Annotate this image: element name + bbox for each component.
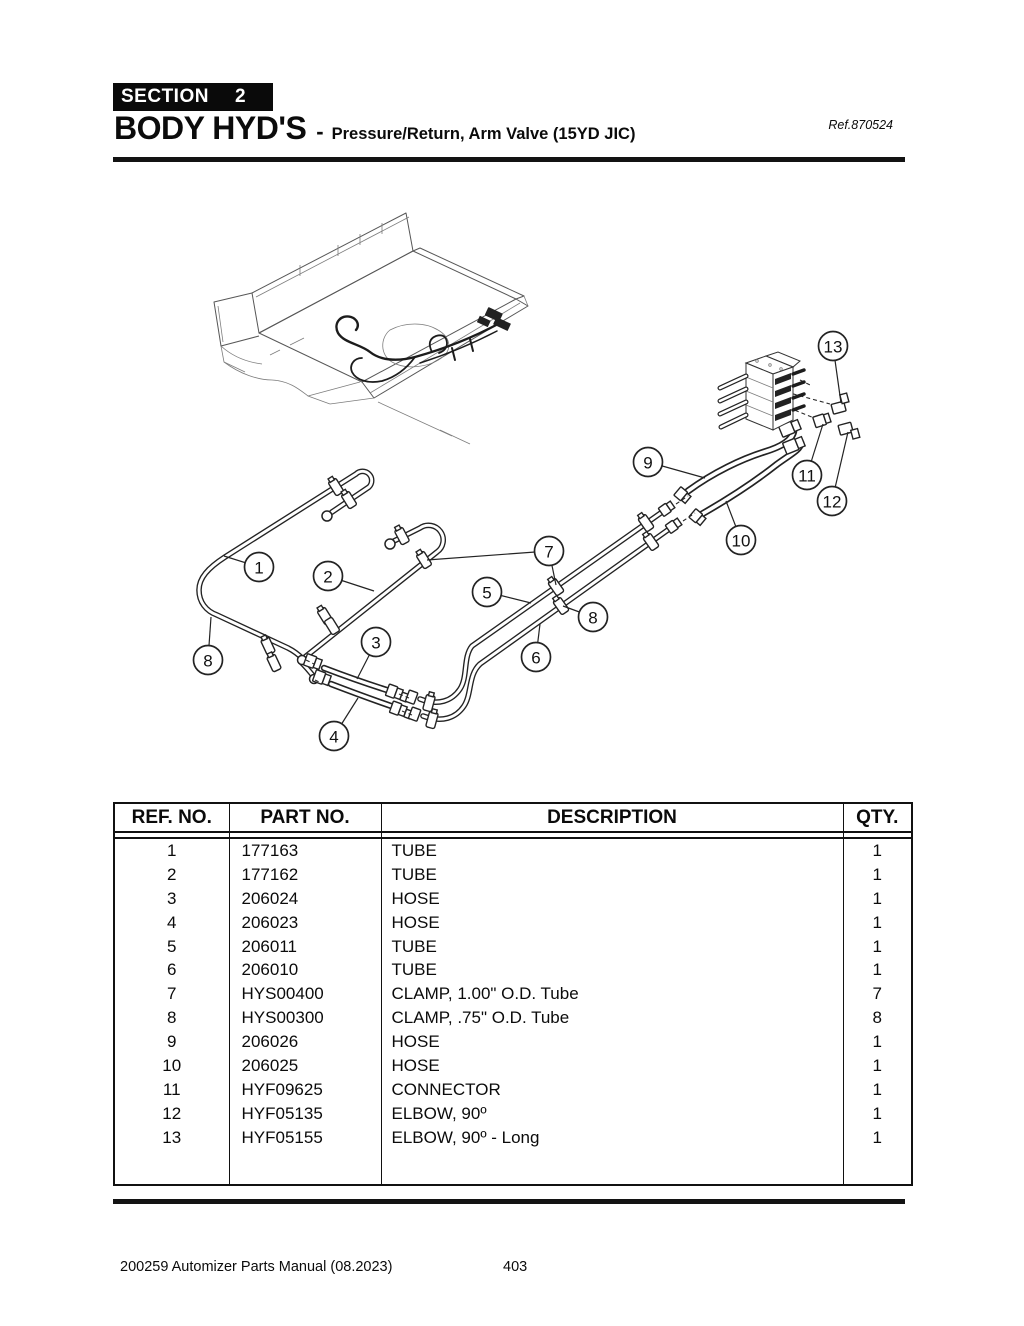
table-row: [114, 838, 912, 863]
table-cell-desc: HOSE: [381, 887, 843, 911]
table-cell-part: 177162: [229, 863, 381, 887]
table-cell-desc: TUBE: [381, 935, 843, 959]
table-cell-part: 206024: [229, 887, 381, 911]
callout-number-6: 6: [531, 648, 541, 668]
section-number: 2: [234, 86, 246, 107]
table-cell-part: 206025: [229, 1054, 381, 1078]
table-cell-qty: 1: [843, 1078, 912, 1102]
callout-number-11: 11: [798, 466, 816, 486]
table-cell-qty: 1: [843, 887, 912, 911]
title-separator: -: [316, 119, 324, 144]
table-cell-ref: 8: [114, 1006, 229, 1030]
table-cell-ref: 2: [114, 863, 229, 887]
table-cell-qty: 1: [843, 911, 912, 935]
table-cell-part: 177163: [229, 838, 381, 863]
callout-number-12: 12: [822, 492, 842, 512]
callout-number-10: 10: [731, 531, 751, 551]
table-cell-ref: 6: [114, 958, 229, 982]
table-cell-desc: TUBE: [381, 863, 843, 887]
table-cell-desc: ELBOW, 90º: [381, 1102, 843, 1126]
table-row: [114, 887, 912, 911]
table-header-row: [114, 803, 912, 832]
table-cell-part: 206023: [229, 911, 381, 935]
table-cell-part: 206026: [229, 1030, 381, 1054]
table-cell-qty: 1: [843, 1054, 912, 1078]
table-cell-ref: 5: [114, 935, 229, 959]
table-cell-part: 206010: [229, 958, 381, 982]
table-row: [114, 1054, 912, 1078]
page-title-main: BODY HYD'S: [114, 110, 307, 146]
table-cell-qty: 1: [843, 1030, 912, 1054]
table-cell-desc: TUBE: [381, 838, 843, 863]
table-row: [114, 911, 912, 935]
table-cell-part: HYF09625: [229, 1078, 381, 1102]
column-header-part: PART NO.: [229, 803, 381, 832]
table-cell-desc: CLAMP, .75" O.D. Tube: [381, 1006, 843, 1030]
callout-leader-7: [427, 551, 549, 560]
callout-number-3: 3: [371, 633, 381, 653]
callout-number-13: 13: [823, 337, 843, 357]
table-row: [114, 863, 912, 887]
table-row: [114, 1126, 912, 1150]
table-cell-desc: HOSE: [381, 1030, 843, 1054]
callout-number-5: 5: [482, 583, 492, 603]
callout-number-1: 1: [254, 558, 264, 578]
parts-table: [113, 802, 913, 1186]
footer-manual-title: 200259 Automizer Parts Manual (08.2023): [120, 1259, 393, 1275]
table-cell-ref: 7: [114, 982, 229, 1006]
column-header-ref: REF. NO.: [114, 803, 229, 832]
callout-number-9: 9: [643, 453, 653, 473]
table-cell-ref: 3: [114, 887, 229, 911]
table-cell-ref: 12: [114, 1102, 229, 1126]
table-cell-ref: 13: [114, 1126, 229, 1150]
table-cell-qty: 7: [843, 982, 912, 1006]
table-row: [114, 935, 912, 959]
table-cell-ref: 1: [114, 838, 229, 863]
valve-bank: [720, 352, 804, 430]
table-row: [114, 958, 912, 982]
table-cell-desc: ELBOW, 90º - Long: [381, 1126, 843, 1150]
table-cell-part: HYF05155: [229, 1126, 381, 1150]
table-cell-desc: CLAMP, 1.00" O.D. Tube: [381, 982, 843, 1006]
callout-number-4: 4: [329, 727, 339, 747]
table-row: [114, 1102, 912, 1126]
table-row: [114, 982, 912, 1006]
table-cell-desc: HOSE: [381, 1054, 843, 1078]
callout-number-8: 8: [588, 608, 598, 628]
table-cell-qty: 1: [843, 863, 912, 887]
table-row: [114, 1078, 912, 1102]
table-cell-part: HYF05135: [229, 1102, 381, 1126]
table-cell-ref: 4: [114, 911, 229, 935]
table-cell-desc: TUBE: [381, 958, 843, 982]
reference-number: Ref.870524: [828, 118, 893, 132]
table-cell-qty: 1: [843, 838, 912, 863]
footer-page-number: 403: [503, 1259, 528, 1275]
column-header-qty: QTY.: [843, 803, 912, 832]
truck-frame-inset: [214, 213, 528, 444]
parts-table-grid: [113, 802, 913, 1186]
elbow-fitting: [838, 421, 860, 442]
table-cell-ref: 10: [114, 1054, 229, 1078]
parts-table-rows: [114, 838, 912, 1185]
callout-number-7: 7: [544, 542, 554, 562]
table-cell-qty: 8: [843, 1006, 912, 1030]
table-cell-part: HYS00400: [229, 982, 381, 1006]
table-cell-desc: CONNECTOR: [381, 1078, 843, 1102]
table-cell-qty: 1: [843, 935, 912, 959]
table-filler-row: [114, 1150, 912, 1185]
table-cell-part: 206011: [229, 935, 381, 959]
table-cell-qty: 1: [843, 958, 912, 982]
column-header-description: DESCRIPTION: [381, 803, 843, 832]
table-cell-ref: 9: [114, 1030, 229, 1054]
footer-rule: [113, 1199, 905, 1204]
table-cell-part: HYS00300: [229, 1006, 381, 1030]
page-subtitle: Pressure/Return, Arm Valve (15YD JIC): [331, 125, 636, 143]
table-row: [114, 1030, 912, 1054]
section-label: SECTION: [121, 86, 209, 107]
table-cell-ref: 11: [114, 1078, 229, 1102]
table-cell-qty: 1: [843, 1102, 912, 1126]
table-row: [114, 1006, 912, 1030]
callout-number-2: 2: [323, 567, 333, 587]
table-cell-desc: HOSE: [381, 911, 843, 935]
table-cell-qty: 1: [843, 1126, 912, 1150]
callout-number-8: 8: [203, 651, 213, 671]
